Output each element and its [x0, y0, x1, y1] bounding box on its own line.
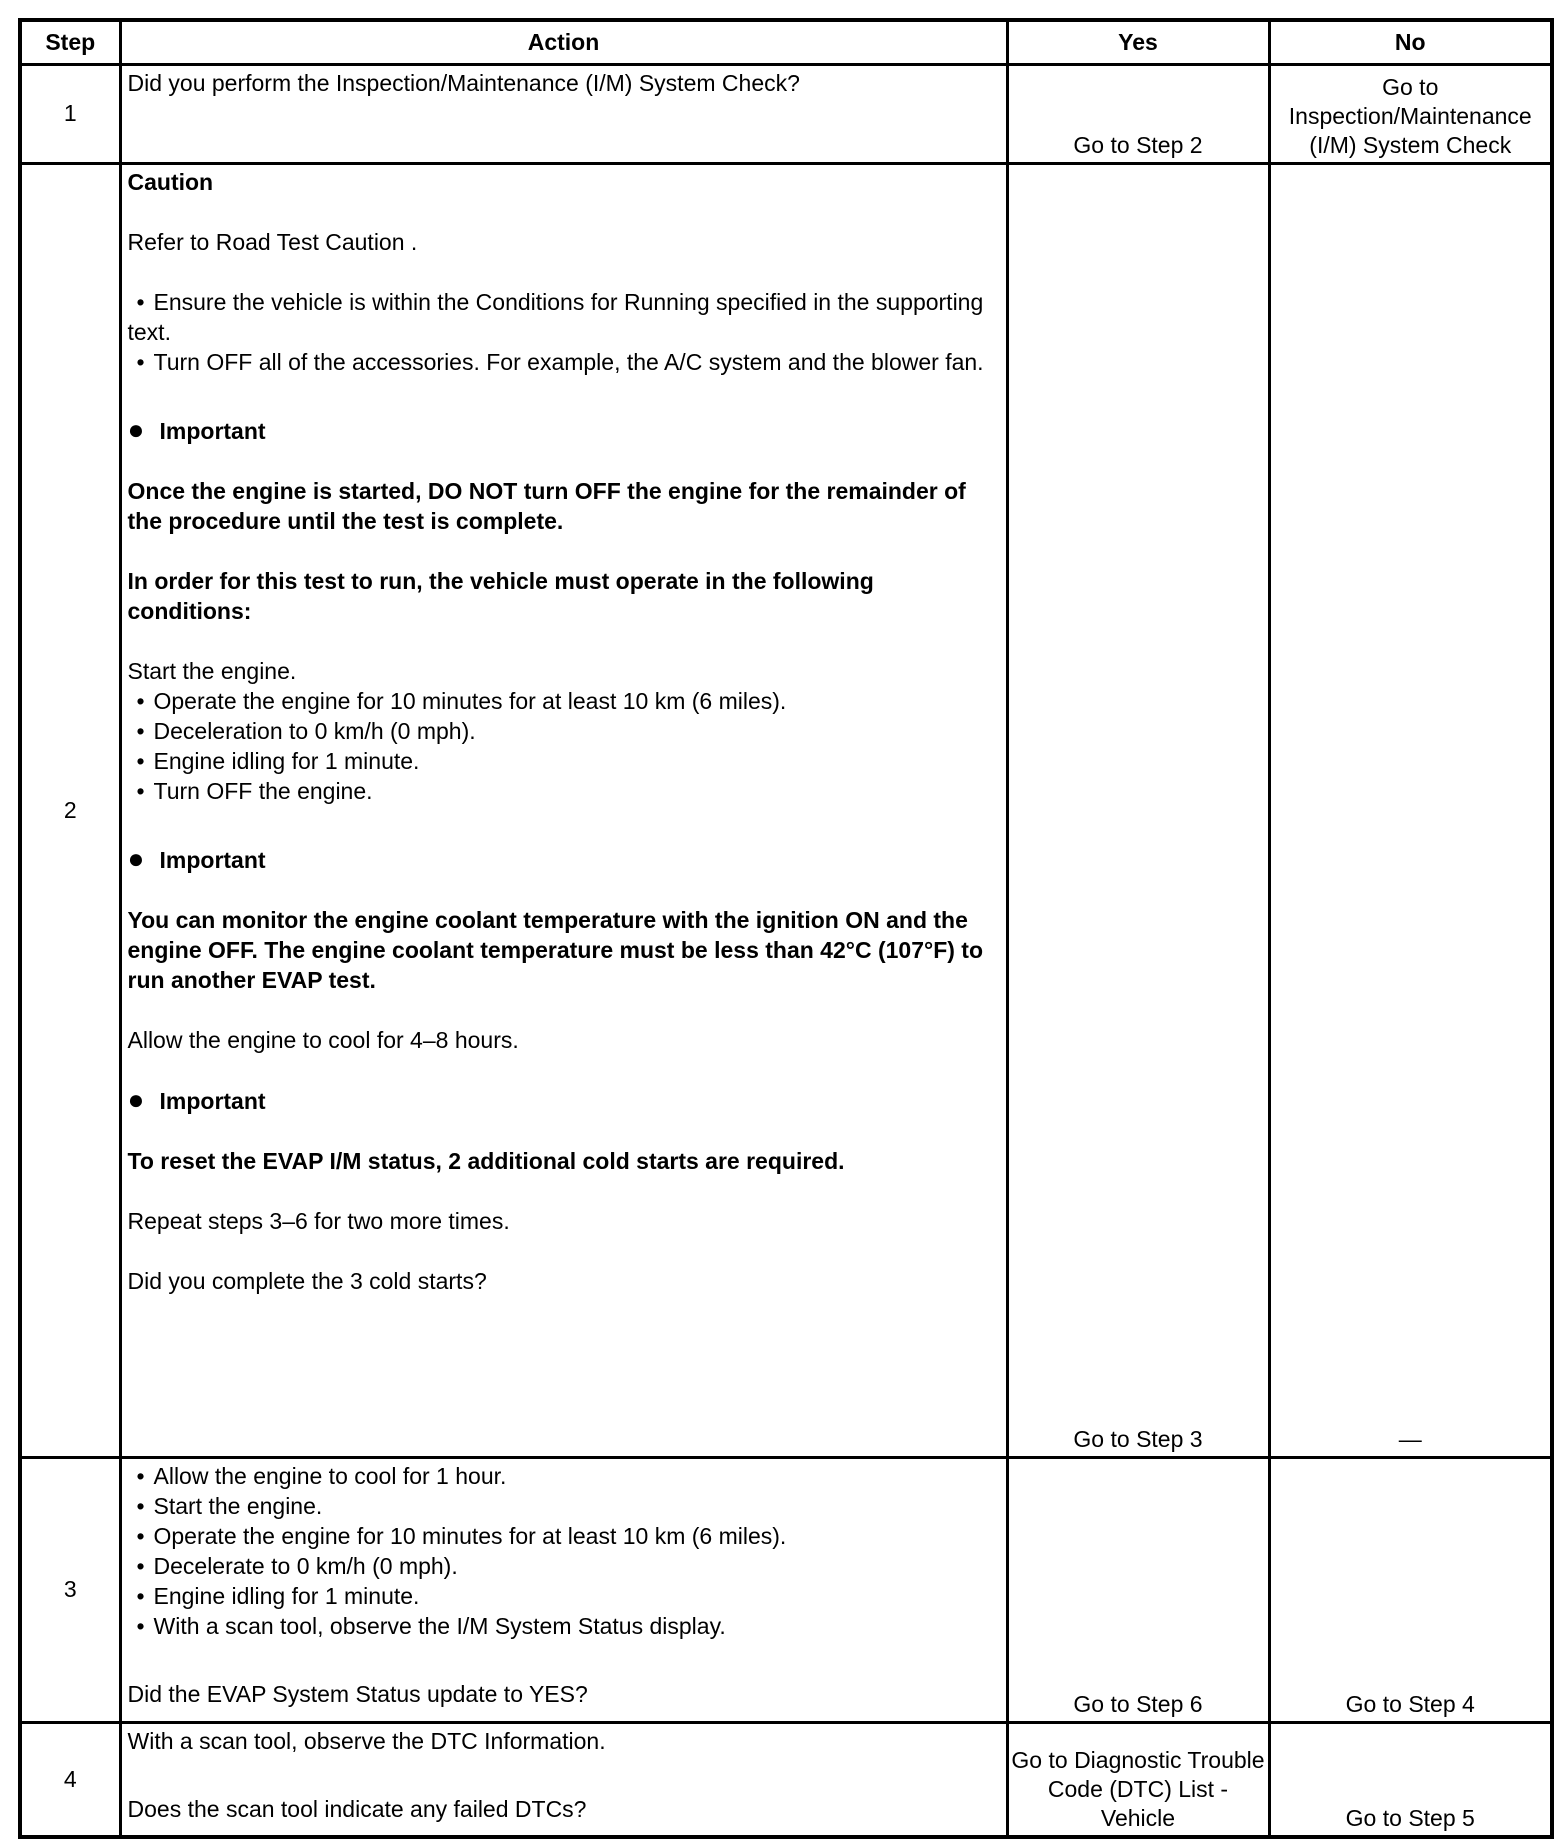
yes-cell	[1007, 1457, 1269, 1723]
step-number: 1	[20, 64, 120, 163]
yes-cell	[1007, 1723, 1269, 1837]
no-link[interactable]: Go to Step 4	[1345, 1691, 1475, 1718]
important-text: You can monitor the engine coolant temperature with the ignition ON and the engine OFF. The engine coolant temperature must be less than 42°C (107°F) to run another EVAP test.	[127, 906, 984, 993]
list-item: • With a scan tool, observe the I/M System Status display.	[128, 1611, 1002, 1641]
question-text: Did you perform the Inspection/Maintenance (I/M) System Check?	[127, 69, 800, 96]
yes-link[interactable]: Go to Step 2	[1073, 131, 1203, 158]
diagnostic-table	[18, 18, 1554, 1839]
step-number: 2	[20, 163, 120, 1457]
caution-text: Refer to Road Test Caution .	[127, 228, 418, 255]
header-row	[20, 20, 1552, 64]
question-text: Did the EVAP System Status update to YES?	[127, 1680, 588, 1707]
caution-title: Caution	[127, 168, 214, 195]
list-item: • Deceleration to 0 km/h (0 mph).	[128, 716, 1002, 746]
important-text: Once the engine is started, DO NOT turn OFF the engine for the remainder of the procedure until the test is complete.	[127, 477, 966, 534]
table-row	[20, 1723, 1552, 1837]
bullet-icon: ●	[127, 413, 145, 445]
important-heading: ● Important	[127, 413, 266, 445]
list-item: • Engine idling for 1 minute.	[128, 1581, 1002, 1611]
yes-link[interactable]: Go to Step 3	[1073, 1425, 1203, 1452]
yes-cell	[1007, 64, 1269, 163]
bullet-icon: ●	[127, 842, 145, 874]
list-item: • Operate the engine for 10 minutes for at least 10 km (6 miles).	[128, 1521, 1002, 1551]
table-row	[20, 163, 1552, 1457]
step-number: 4	[20, 1723, 120, 1837]
bullet-icon: ●	[127, 1083, 145, 1115]
list-item: • Turn OFF all of the accessories. For example, the A/C system and the blower fan.	[128, 347, 1002, 377]
action-cell	[120, 163, 1007, 1457]
important-text: To reset the EVAP I/M status, 2 additional cold starts are required.	[127, 1147, 845, 1174]
step-number: 3	[20, 1457, 120, 1723]
action-cell	[120, 1457, 1007, 1723]
header-yes: Yes	[1007, 20, 1269, 64]
list-item: • Engine idling for 1 minute.	[128, 746, 1002, 776]
list-item: • Ensure the vehicle is within the Conditions for Running specified in the supporting text.	[128, 287, 1002, 347]
yes-link[interactable]: Go to Step 6	[1073, 1691, 1203, 1718]
table-row	[20, 1457, 1552, 1723]
header-step: Step	[20, 20, 120, 64]
list-item: • Decelerate to 0 km/h (0 mph).	[128, 1551, 1002, 1581]
table-row	[20, 64, 1552, 163]
list-item: • Turn OFF the engine.	[128, 776, 1002, 806]
question-text: Did you complete the 3 cold starts?	[127, 1267, 487, 1294]
list-item: • Start the engine.	[128, 1491, 1002, 1521]
no-cell	[1269, 163, 1552, 1457]
no-cell	[1269, 1457, 1552, 1723]
instruction-text: With a scan tool, observe the DTC Information.	[127, 1728, 606, 1755]
no-value: —	[1398, 1425, 1422, 1452]
instruction-text: Allow the engine to cool for 4–8 hours.	[127, 1026, 519, 1053]
list-item: • Operate the engine for 10 minutes for at least 10 km (6 miles).	[128, 686, 1002, 716]
instruction-text: Start the engine.	[127, 657, 297, 684]
important-heading: ● Important	[127, 842, 266, 874]
yes-cell	[1007, 163, 1269, 1457]
header-action: Action	[120, 20, 1007, 64]
question-text: Does the scan tool indicate any failed DTCs?	[127, 1796, 587, 1823]
header-no: No	[1269, 20, 1552, 64]
no-cell	[1269, 64, 1552, 163]
no-cell	[1269, 1723, 1552, 1837]
no-link[interactable]: Go to Inspection/Maintenance (I/M) System Check	[1288, 73, 1532, 158]
no-link[interactable]: Go to Step 5	[1345, 1805, 1475, 1831]
action-cell	[120, 1723, 1007, 1837]
instruction-text: Repeat steps 3–6 for two more times.	[127, 1207, 510, 1234]
action-cell	[120, 64, 1007, 163]
conditions-intro: In order for this test to run, the vehicle must operate in the following conditions:	[127, 567, 874, 624]
yes-link[interactable]: Go to Diagnostic Trouble Code (DTC) List - Vehicle	[1011, 1747, 1265, 1831]
important-heading: ● Important	[127, 1083, 266, 1115]
list-item: • Allow the engine to cool for 1 hour.	[128, 1461, 1002, 1491]
